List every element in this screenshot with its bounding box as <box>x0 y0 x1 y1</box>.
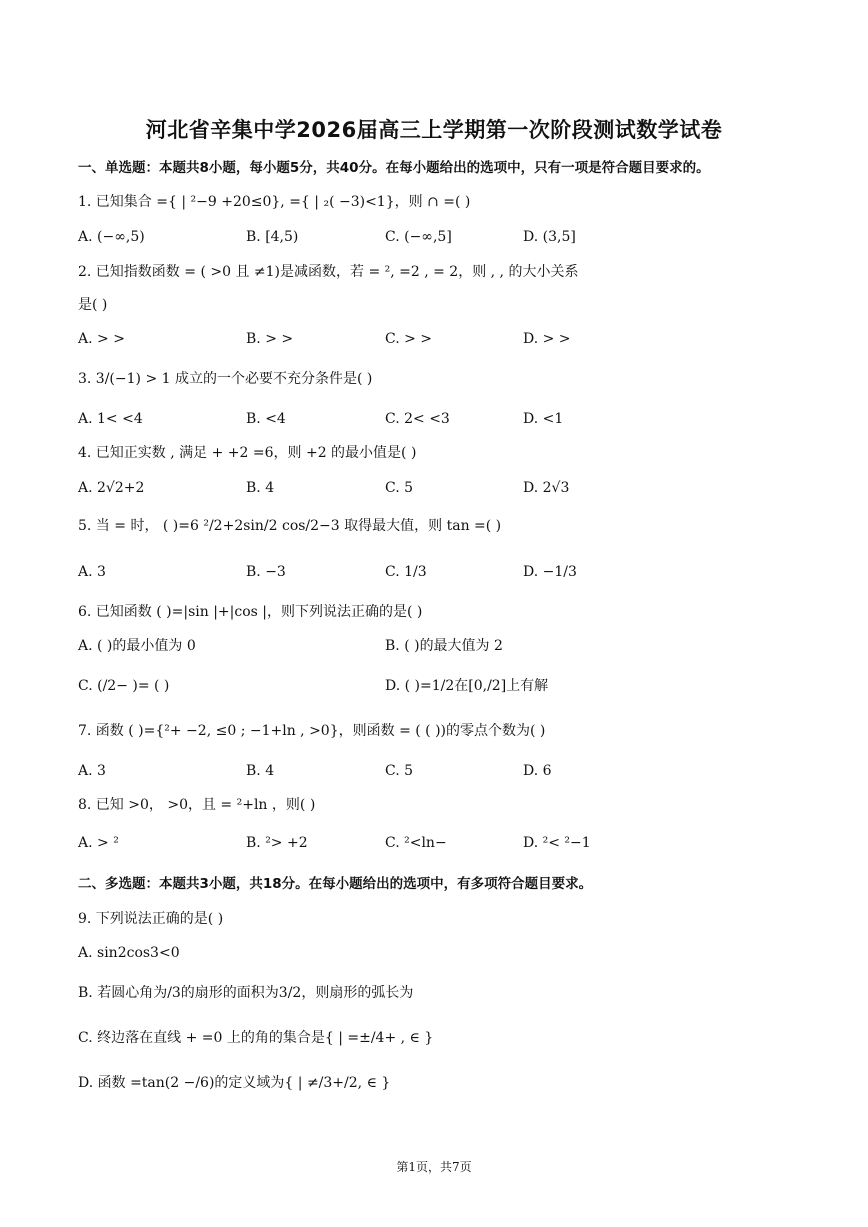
q1-option-a: A. (−∞,5) <box>78 229 145 245</box>
q3-option-a: A. 1< <4 <box>78 411 143 427</box>
q7-option-d: D. 6 <box>523 763 552 779</box>
question-9: 9. 下列说法正确的是( ) <box>78 911 224 927</box>
q3-option-d: D. <1 <box>523 411 564 427</box>
q1-option-b: B. [4,5) <box>246 229 299 245</box>
q7-option-b: B. 4 <box>246 763 275 779</box>
q5-option-c: C. 1/3 <box>385 564 427 580</box>
q4-option-c: C. 5 <box>385 480 414 496</box>
question-1: 1. 已知集合 ={ | ²−9 +20≤0}, ={ | ₂( −3)<1}，则 ∩ =( ) <box>78 194 471 210</box>
q8-option-c: C. ²<ln− <box>385 835 447 851</box>
question-8: 8. 已知 >0， >0，且 = ²+ln ，则( ) <box>78 797 316 813</box>
q4-option-d: D. 2√3 <box>523 480 570 496</box>
q4-option-a: A. 2√2+2 <box>78 480 145 496</box>
q2-option-b: B. > > <box>246 331 294 347</box>
q2-option-c: C. > > <box>385 331 433 347</box>
q1-option-d: D. (3,5] <box>523 229 576 245</box>
q3-option-c: C. 2< <3 <box>385 411 450 427</box>
question-6: 6. 已知函数 ( )=|sin |+|cos |，则下列说法正确的是( ) <box>78 604 423 620</box>
question-7: 7. 函数 ( )={²+ −2, ≤0 ; −1+ln , >0}，则函数 = ( ( ))的零点个数为( ) <box>78 723 546 739</box>
q9-option-d: D. 函数 =tan(2 −/6)的定义域为{ | ≠/3+/2, ∈ } <box>78 1075 391 1091</box>
q1-option-c: C. (−∞,5] <box>385 229 452 245</box>
q6-option-b: B. ( )的最大值为 2 <box>385 638 503 654</box>
q5-option-b: B. −3 <box>246 564 286 580</box>
q5-option-a: A. 3 <box>78 564 106 580</box>
q2-option-a: A. > > <box>78 331 125 347</box>
exam-title: 河北省辛集中学2026届高三上学期第一次阶段测试数学试卷 <box>145 118 723 142</box>
question-2: 2. 已知指数函数 = ( >0 且 ≠1)是减函数，若 = ², =2 , = 2，则 , , 的大小关系 <box>78 264 579 280</box>
question-4: 4. 已知正实数 , 满足 + +2 =6，则 +2 的最小值是( ) <box>78 445 417 461</box>
q6-option-c: C. (/2− )= ( ) <box>78 678 170 694</box>
section-heading-multiple-choice: 二、多选题：本题共3小题，共18分。在每小题给出的选项中，有多项符合题目要求。 <box>78 876 593 892</box>
q5-option-d: D. −1/3 <box>523 564 577 580</box>
page-footer: 第1页，共7页 <box>396 1160 472 1174</box>
q4-option-b: B. 4 <box>246 480 275 496</box>
q7-option-c: C. 5 <box>385 763 414 779</box>
q9-option-b: B. 若圆心角为/3的扇形的面积为3/2，则扇形的弧长为 <box>78 985 414 1001</box>
q3-option-b: B. <4 <box>246 411 286 427</box>
q8-option-b: B. ²> +2 <box>246 835 308 851</box>
question-5: 5. 当 = 时， ( )=6 ²/2+2sin/2 cos/2−3 取得最大值，则 tan =( ) <box>78 518 502 534</box>
q8-option-d: D. ²< ²−1 <box>523 835 591 851</box>
q6-option-d: D. ( )=1/2在[0,/2]上有解 <box>385 678 549 694</box>
q6-option-a: A. ( )的最小值为 0 <box>78 638 196 654</box>
q7-option-a: A. 3 <box>78 763 106 779</box>
q2-option-d: D. > > <box>523 331 571 347</box>
q9-option-c: C. 终边落在直线 + =0 上的角的集合是{ | =±/4+ , ∈ } <box>78 1030 434 1046</box>
section-heading-single-choice: 一、单选题：本题共8小题，每小题5分，共40分。在每小题给出的选项中，只有一项是符合题目要求的。 <box>78 160 710 176</box>
q9-option-a: A. sin2cos3<0 <box>78 945 180 961</box>
q8-option-a: A. > ² <box>78 835 119 851</box>
question-2-continued: 是( ) <box>78 297 108 313</box>
question-3: 3. 3/(−1) > 1 成立的一个必要不充分条件是( ) <box>78 371 373 387</box>
